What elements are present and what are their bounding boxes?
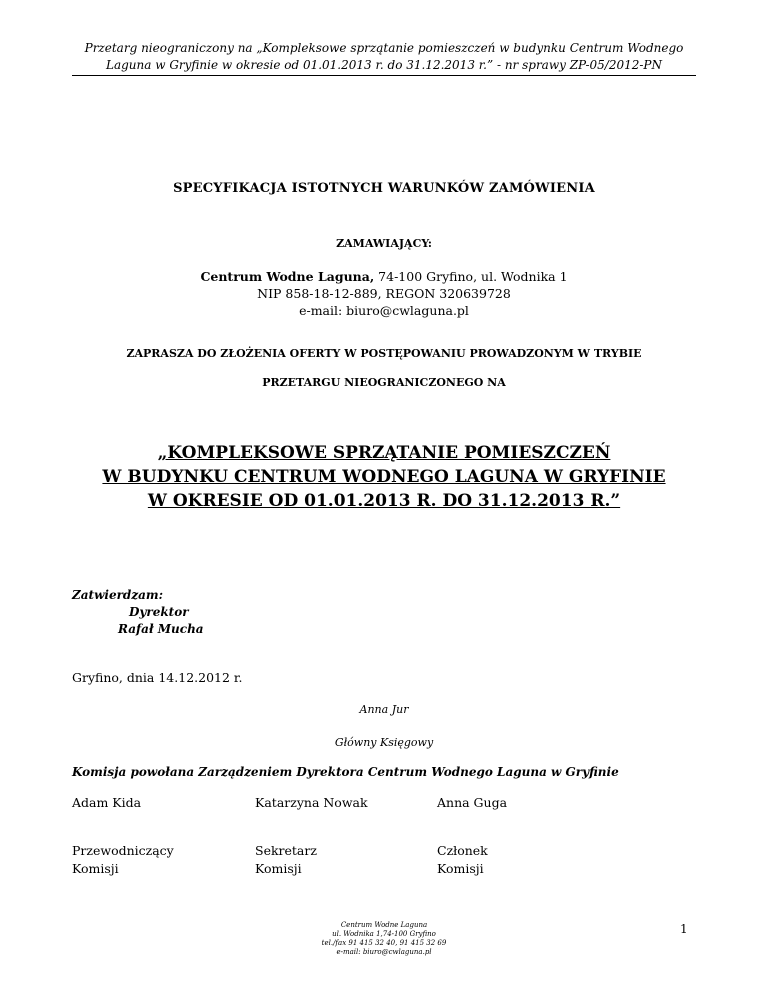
authority-email: e-mail: biuro@cwlaguna.pl — [299, 303, 469, 318]
header-divider — [72, 75, 696, 76]
accountant-name: Anna Jur — [359, 703, 409, 716]
committee-member-name: Adam Kida — [72, 795, 142, 810]
document-heading: SPECYFIKACJA ISTOTNYCH WARUNKÓW ZAMÓWIENIA — [173, 181, 595, 196]
footer-line-4: e-mail: biuro@cwlaguna.pl — [336, 948, 432, 956]
committee-member-role — [255, 842, 317, 878]
zamawiajacy-label: ZAMAWIAJĄCY: — [336, 237, 432, 250]
approval-name: Rafał Mucha — [118, 622, 204, 636]
tender-title-line-1: „KOMPLEKSOWE SPRZĄTANIE POMIESZCZEŃ — [157, 443, 611, 463]
authority-nip-regon: NIP 858-18-12-889, REGON 320639728 — [257, 286, 511, 301]
page-header — [40, 40, 728, 74]
footer-line-1: Centrum Wodne Laguna — [340, 921, 428, 929]
committee-member-name: Anna Guga — [437, 795, 508, 810]
authority-name: Centrum Wodne Laguna, — [200, 269, 375, 284]
member-role-line-1: Przewodniczący — [72, 843, 174, 858]
footer-line-3: tel./fax 91 415 32 40, 91 415 32 69 — [321, 939, 447, 947]
committee-member-role — [437, 842, 488, 878]
invitation-line-1: ZAPRASZA DO ZŁOŻENIA OFERTY W POSTĘPOWANIU PROWADZONYM W TRYBIE — [126, 347, 642, 360]
accountant-role: Główny Księgowy — [334, 736, 434, 749]
page-footer — [0, 921, 768, 957]
member-role-line-1: Sekretarz — [255, 843, 317, 858]
tender-title-line-2: W BUDYNKU CENTRUM WODNEGO LAGUNA W GRYFINIE — [102, 467, 666, 487]
member-role-line-2: Komisji — [72, 861, 119, 876]
committee-heading: Komisja powołana Zarządzeniem Dyrektora Centrum Wodnego Laguna w Gryfinie — [72, 765, 619, 779]
page-number: 1 — [680, 922, 688, 936]
member-role-line-1: Członek — [437, 843, 488, 858]
invitation-line-2: PRZETARGU NIEOGRANICZONEGO NA — [262, 376, 506, 389]
document-date: Gryfino, dnia 14.12.2012 r. — [72, 670, 243, 685]
member-role-line-2: Komisji — [255, 861, 302, 876]
committee-member-name: Katarzyna Nowak — [255, 795, 368, 810]
footer-line-2: ul. Wodnika 1,74-100 Gryfino — [332, 930, 436, 938]
tender-title-line-3: W OKRESIE OD 01.01.2013 R. DO 31.12.2013 R.” — [147, 491, 621, 511]
header-line-2: Laguna w Gryfinie w okresie od 01.01.2013 r. do 31.12.2013 r.” - nr sprawy ZP-05/2012-PN — [106, 58, 662, 72]
approval-label: Zatwierdzam: — [72, 588, 164, 602]
approval-role: Dyrektor — [129, 605, 189, 619]
approval-block — [72, 587, 204, 638]
tender-title — [0, 441, 768, 513]
header-line-1: Przetarg nieograniczony na „Kompleksowe sprzątanie pomieszczeń w budynku Centrum Wodnego — [84, 41, 684, 55]
committee-member-role — [72, 842, 174, 878]
member-role-line-2: Komisji — [437, 861, 484, 876]
contracting-authority-address — [0, 268, 768, 319]
authority-location: 74-100 Gryfino, ul. Wodnika 1 — [374, 269, 568, 284]
